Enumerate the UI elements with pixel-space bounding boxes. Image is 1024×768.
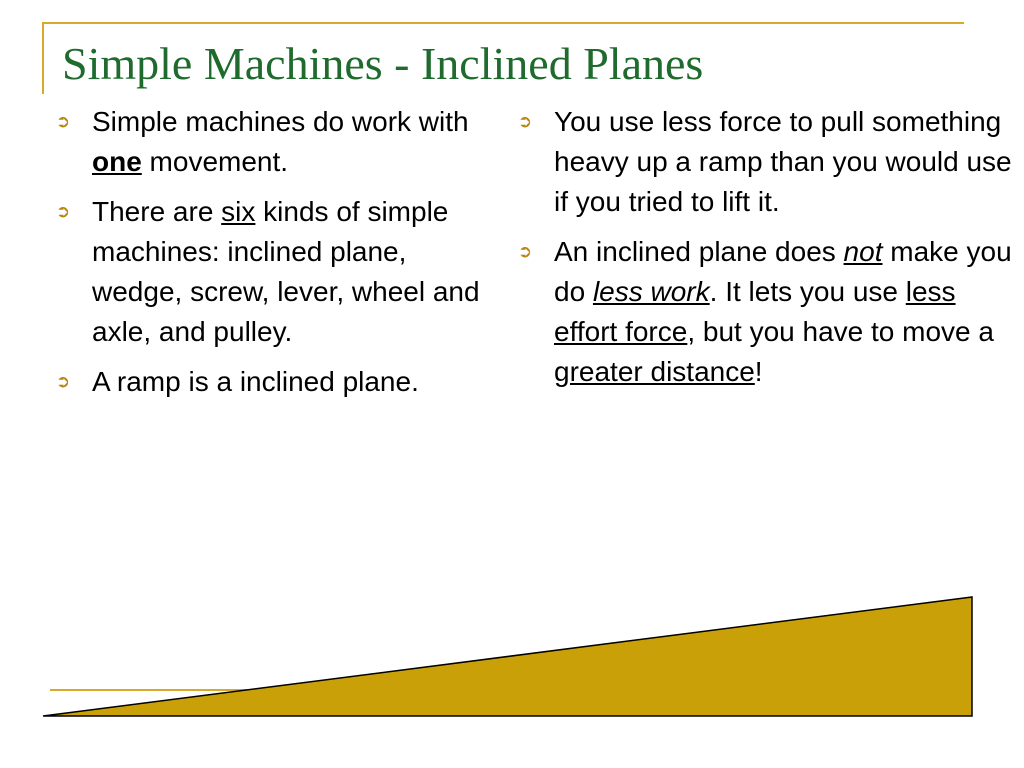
circled-arrow-right-icon: ➲ xyxy=(55,202,71,222)
circled-arrow-right-icon: ➲ xyxy=(517,242,533,262)
emphasis-one: one xyxy=(92,146,142,177)
circled-arrow-right-icon: ➲ xyxy=(55,112,71,132)
emphasis-less-effort-force: less effort force xyxy=(554,276,956,347)
bullet-text: There are six kinds of simple machines: inclined plane, wedge, screw, lever, wheel and axle, and pulley. xyxy=(92,196,480,347)
emphasis-less-work: less work xyxy=(592,276,710,307)
emphasis-not: not xyxy=(843,236,883,267)
circled-arrow-right-icon: ➲ xyxy=(517,112,533,132)
bullet-text: A ramp is a inclined plane. xyxy=(92,366,419,397)
emphasis-six: six xyxy=(221,196,256,227)
circled-arrow-right-icon: ➲ xyxy=(55,372,71,392)
slide-title: Simple Machines - Inclined Planes xyxy=(62,38,704,89)
bullet-text: You use less force to pull something heavy up a ramp than you would use if you tried to lift it. xyxy=(554,106,1012,217)
bullet-text: An inclined plane does not make you do less work. It lets you use less effort force, but you have to move a greater distance! xyxy=(554,236,1012,387)
ramp-triangle xyxy=(43,597,972,716)
emphasis-greater-distance: greater distance xyxy=(554,356,755,387)
bullet-text: Simple machines do work with one movement. xyxy=(92,106,469,177)
